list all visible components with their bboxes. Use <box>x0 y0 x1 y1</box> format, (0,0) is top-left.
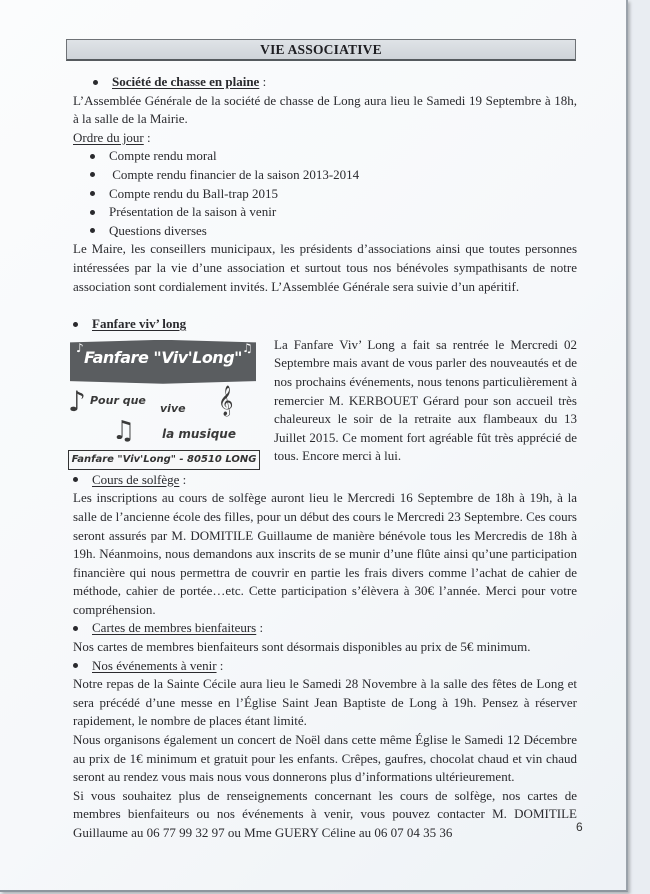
evenements-heading: Nos événements à venir <box>92 657 217 673</box>
chasse-intro: L’Assemblée Générale de la société de chasse de Long aura lieu le Samedi 19 Septembre à 18h, à la salle de la Mairie. <box>73 92 577 127</box>
page-number: 6 <box>576 820 583 834</box>
agenda-item-text: Compte rendu financier de la saison 2013-2014 <box>109 166 360 182</box>
evenements-heading-row <box>73 657 577 676</box>
cartes-heading: Cartes de membres bienfaiteurs <box>92 620 257 636</box>
chasse-heading-row <box>73 73 577 92</box>
chasse-heading: Société de chasse en plaine <box>112 74 260 89</box>
heading-suffix: : <box>179 471 187 487</box>
agenda-item-text: Compte rendu du Ball-trap 2015 <box>109 185 278 201</box>
fanfare-intro: La Fanfare Viv’ Long a fait sa rentrée le Mercredi 02 Septembre mais avant de vous parler des nouveautés et de nos prochains événements, nous tenons particulièrement à remercier M. KERBOUET Gérard pour son accueil très chaleureux le soir de la retraite aux flambeaux du 13 Juillet 2015. Ce moment fort agréable fût très apprécié de tous. Encore merci à lui. <box>274 336 577 464</box>
document-body <box>68 73 577 843</box>
agenda-suffix: : <box>143 129 151 145</box>
agenda-item-text: Questions diverses <box>109 222 207 238</box>
cartes-heading-row <box>73 619 577 638</box>
fanfare-heading: Fanfare viv’ long <box>92 316 187 332</box>
solfege-heading: Cours de solfège <box>92 471 180 487</box>
logo-motto-3: la musique <box>162 426 236 441</box>
fanfare-logo <box>66 336 262 471</box>
section-banner: VIE ASSOCIATIVE <box>66 39 576 61</box>
logo-motto-1: Pour que <box>90 393 146 407</box>
evenements-body-1: Notre repas de la Sainte Cécile aura lieu le Samedi 28 Novembre à la salle des fêtes de Long et sera précédé d’une messe en l’Église Saint Jean Baptiste de Long à 19h. Pensez à réserver rapidement, le nombre de places étant limité. <box>73 676 577 729</box>
agenda-item-text: Présentation de la saison à venir <box>109 204 277 220</box>
bullet-icon <box>73 322 78 327</box>
agenda-item-text: Compte rendu moral <box>109 148 217 164</box>
agenda-item <box>90 185 577 204</box>
bullet-icon <box>73 626 78 631</box>
fanfare-row <box>68 336 577 471</box>
bullet-icon <box>73 477 78 482</box>
bullet-icon <box>73 663 78 668</box>
solfege-body: Les inscriptions au cours de solfège auront lieu le Mercredi 16 Septembre de 18h à 19h, à la salle de l’ancienne école des filles, pour un début des cours le Mercredi 23 Septembre. Ces cours seront assurés par M. DOMITILE Guillaume de manière bénévole tous les Mercredis de 18h à 19h. Néanmoins, nous demandons aux inscrits de se munir d’une flûte ainsi qu’une participation financière qui nous permettra de couvrir en partie les frais divers comme l’achat de cahier de méthode, cahier de portée…etc. Cette participation s’élèvera à 30€ l’année. Merci pour votre compréhension. <box>73 490 577 617</box>
logo-motto-2: vive <box>160 401 186 415</box>
heading-suffix: : <box>216 657 224 673</box>
evenements-body-2: Nous organisons également un concert de Noël dans cette même Église le Samedi 12 Décembre au prix de 1€ minimum et gratuit pour les enfants. Crêpes, gaufres, chocolat chaud et vin chaud seront au rendez vous mais nous vous donnerons plus d’informations ultérieurement. <box>73 732 577 785</box>
agenda-label-row <box>73 129 577 148</box>
cartes-body: Nos cartes de membres bienfaiteurs sont désormais disponibles au prix de 5€ minimum. <box>73 639 531 655</box>
heading-suffix: : <box>256 620 264 636</box>
treble-clef-icon: 𝄞 <box>218 385 234 416</box>
logo-title: Fanfare "Viv'Long" <box>84 347 242 367</box>
eighth-note-icon: ♪ <box>68 384 86 418</box>
bullet-icon <box>90 172 95 177</box>
agenda-list <box>73 147 577 240</box>
music-note-icon: ♫ <box>242 340 253 355</box>
fanfare-heading-row <box>73 315 577 334</box>
music-note-icon: ♪ <box>76 340 84 355</box>
heading-suffix: : <box>259 74 267 89</box>
bullet-icon <box>90 191 95 196</box>
agenda-item <box>90 203 577 222</box>
logo-footer: Fanfare "Viv'Long" - 80510 LONG <box>68 450 260 470</box>
agenda-item <box>90 166 577 185</box>
bullet-icon <box>90 210 95 215</box>
section-spacer <box>73 296 577 315</box>
agenda-label: Ordre du jour <box>73 129 144 145</box>
chasse-invitation: Le Maire, les conseillers municipaux, les présidents d’associations ainsi que toutes personnes intéressées par la vie d’une association et surtout tous nos bénévoles sympathisants de notre association sont cordialement invités. L’Assemblée Générale sera suivie d’un apéritif. <box>73 241 577 294</box>
bullet-icon <box>93 80 98 85</box>
agenda-item <box>90 147 577 166</box>
agenda-item <box>90 222 577 241</box>
beamed-notes-icon: ♫ <box>112 415 136 446</box>
evenements-body-3: Si vous souhaitez plus de renseignements concernant les cours de solfège, nos cartes de membres bienfaiteurs ou nos événements à venir, vous pouvez contacter M. DOMITILE Guillaume au 06 77 99 32 97 ou Mme GUERY Céline au 06 07 04 35 36 <box>73 787 577 840</box>
bullet-icon <box>90 228 95 233</box>
solfege-heading-row <box>73 471 577 490</box>
bullet-icon <box>90 154 95 159</box>
